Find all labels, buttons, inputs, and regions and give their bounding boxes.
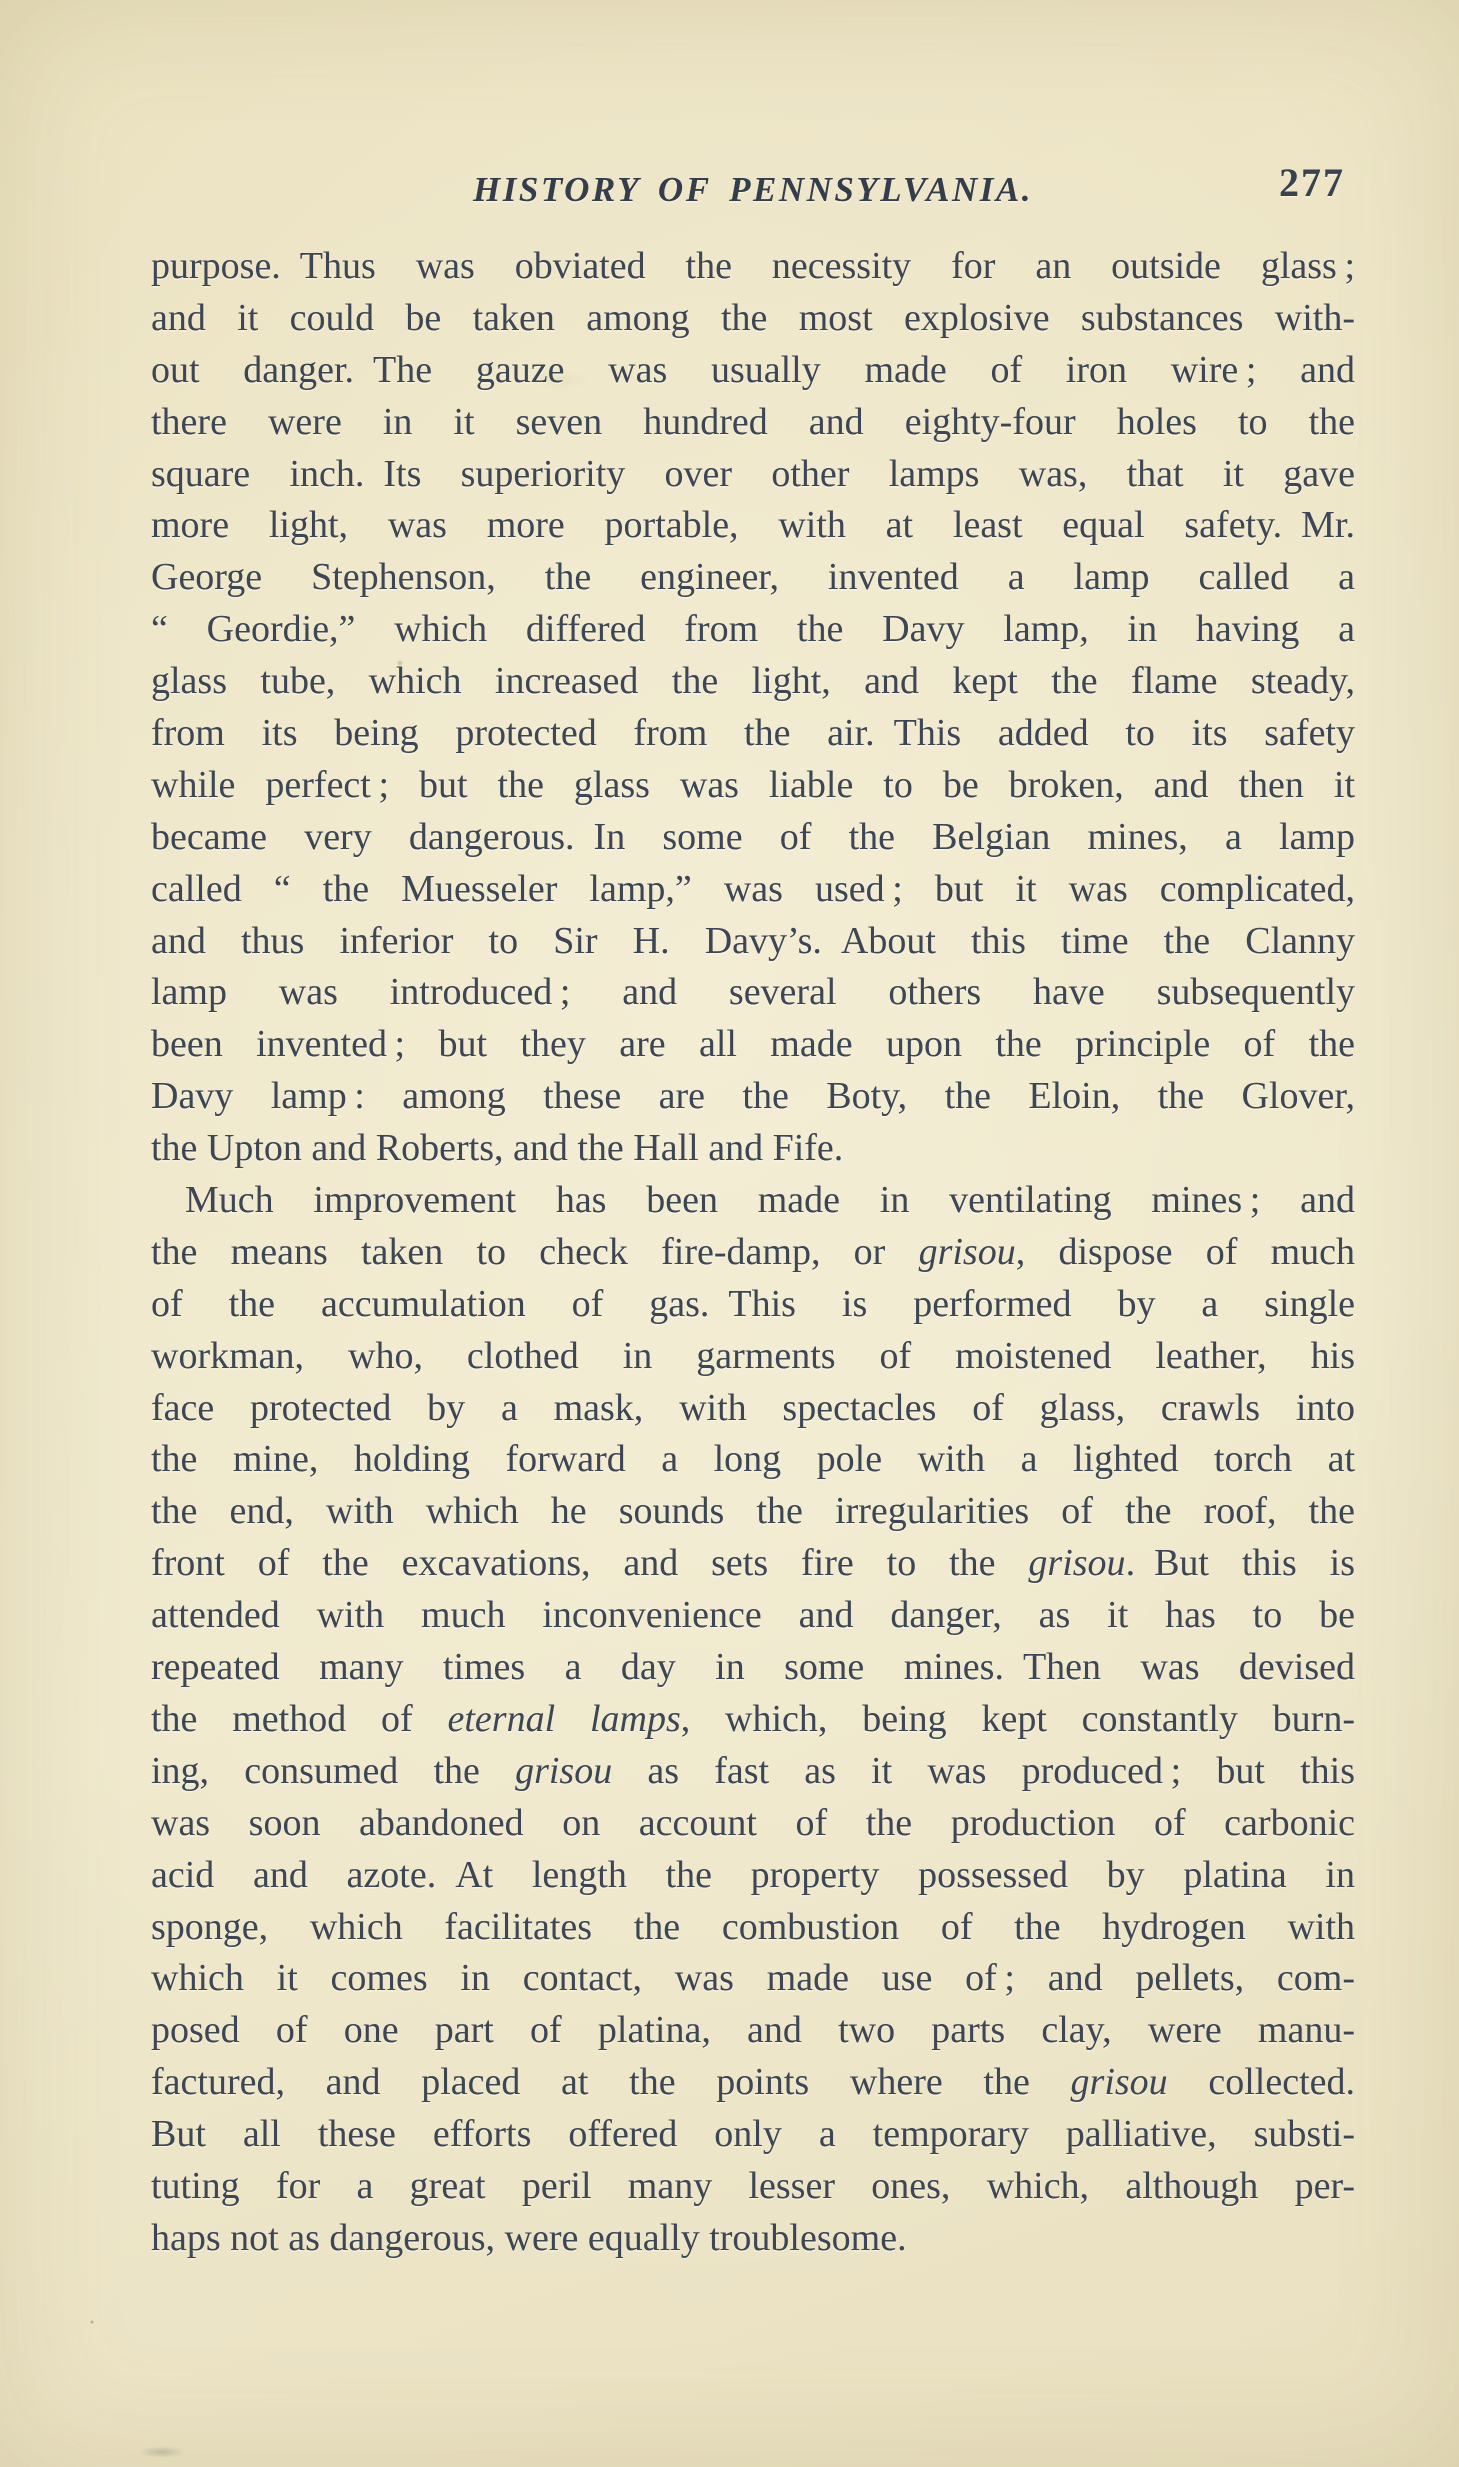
text-line: became very dangerous. In some of the Belgian mines, a lamp	[151, 815, 1355, 858]
text-line: from its being protected from the air. This added to its safety	[151, 712, 1355, 755]
page-number: 277	[1279, 160, 1345, 205]
text-line: front of the excavations, and sets fire to the grisou. But this is	[151, 1542, 1355, 1585]
text-line: more light, was more portable, with at least equal safety. Mr.	[151, 504, 1355, 547]
text-line: and it could be taken among the most explosive substances with-	[151, 296, 1355, 339]
running-head-title: HISTORY OF PENNSYLVANIA.	[473, 170, 1033, 209]
paragraph	[151, 1175, 1355, 2265]
text-line: was soon abandoned on account of the production of carbonic	[151, 1801, 1355, 1844]
text-line: repeated many times a day in some mines. Then was devised	[151, 1646, 1355, 1689]
text-line: ing, consumed the grisou as fast as it was produced ; but this	[151, 1749, 1355, 1792]
text-line: sponge, which facilitates the combustion of the hydrogen with	[151, 1905, 1355, 1948]
text-line: purpose. Thus was obviated the necessity for an outside glass ;	[151, 245, 1355, 287]
text-line: factured, and placed at the points where the grisou collected.	[151, 2061, 1355, 2104]
text-line: tuting for a great peril many lesser ones, which, although per-	[151, 2164, 1355, 2207]
text-line: while perfect ; but the glass was liable to be broken, and then it	[151, 763, 1355, 806]
text-line: glass tube, which increased the light, and kept the flame steady,	[151, 660, 1355, 703]
text-line: the end, with which he sounds the irregularities of the roof, the	[151, 1490, 1355, 1533]
running-head	[151, 160, 1355, 218]
text-line: Davy lamp : among these are the Boty, the Eloin, the Glover,	[151, 1075, 1355, 1118]
text-line: But all these efforts offered only a temporary palliative, substi-	[151, 2113, 1355, 2156]
text-line: workman, who, clothed in garments of moistened leather, his	[151, 1334, 1355, 1377]
page-body	[151, 241, 1355, 2265]
text-line: which it comes in contact, was made use of ; and pellets, com-	[151, 1957, 1355, 2000]
text-line: of the accumulation of gas. This is performed by a single	[151, 1282, 1355, 1325]
paragraph	[151, 241, 1355, 1175]
text-line: lamp was introduced ; and several others have subsequently	[151, 971, 1355, 1014]
text-line: haps not as dangerous, were equally troublesome.	[151, 2216, 907, 2259]
text-line: square inch. Its superiority over other lamps was, that it gave	[151, 452, 1355, 495]
text-line: posed of one part of platina, and two parts clay, were manu-	[151, 2009, 1355, 2052]
text-line: and thus inferior to Sir H. Davy’s. About this time the Clanny	[151, 919, 1355, 962]
text-line: George Stephenson, the engineer, invented a lamp called a	[151, 556, 1355, 599]
text-line: the Upton and Roberts, and the Hall and Fife.	[151, 1127, 844, 1170]
text-line: attended with much inconvenience and danger, as it has to be	[151, 1594, 1355, 1637]
text-line: out danger. The gauze was usually made of iron wire ; and	[151, 348, 1355, 391]
text-line: Much improvement has been made in ventilating mines ; and	[185, 1179, 1355, 1222]
text-line: the method of eternal lamps, which, being kept constantly burn-	[151, 1697, 1355, 1740]
text-line: there were in it seven hundred and eighty-four holes to the	[151, 400, 1355, 443]
text-line: face protected by a mask, with spectacles of glass, crawls into	[151, 1386, 1355, 1429]
text-line: “ Geordie,” which differed from the Davy lamp, in having a	[151, 608, 1355, 651]
text-line: the mine, holding forward a long pole with a lighted torch at	[151, 1438, 1355, 1481]
text-line: been invented ; but they are all made upon the principle of the	[151, 1023, 1355, 1066]
text-line: called “ the Muesseler lamp,” was used ; but it was complicated,	[151, 867, 1355, 910]
text-line: acid and azote. At length the property possessed by platina in	[151, 1853, 1355, 1896]
text-line: the means taken to check fire-damp, or grisou, dispose of much	[151, 1230, 1355, 1273]
